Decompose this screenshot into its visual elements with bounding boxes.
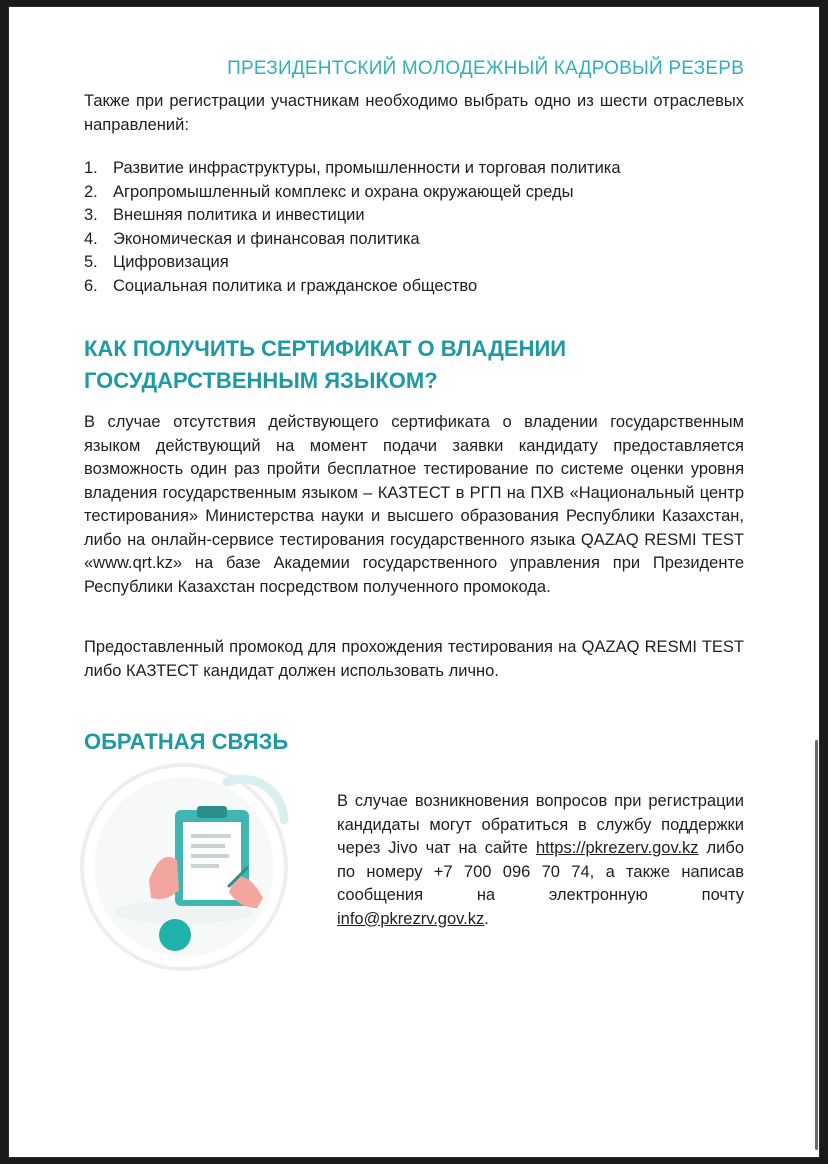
paper-line-shape	[191, 864, 219, 868]
clipboard-illustration-svg	[79, 752, 299, 977]
paper-line-shape	[191, 854, 229, 858]
scrollbar[interactable]	[815, 740, 818, 1150]
list-item-number: 3.	[84, 206, 98, 224]
intro-paragraph: Также при регистрации участникам необходимо выбрать одно из шести отраслевых направлений:	[84, 92, 744, 134]
feedback-text-part2: либо по номеру +7 700 096 70 74, а также написав сообщения на электронную почту	[337, 839, 744, 904]
list-item	[84, 204, 744, 228]
certificate-heading-line2: ГОСУДАРСТВЕННЫМ ЯЗЫКОМ?	[84, 368, 438, 393]
list-item-label: Экономическая и финансовая политика	[113, 229, 420, 248]
list-item-label: Внешняя политика и инвестиции	[113, 206, 365, 224]
list-item	[84, 228, 744, 252]
accent-dot-shape	[159, 919, 191, 951]
certificate-heading-line1: КАК ПОЛУЧИТЬ СЕРТИФИКАТ О ВЛАДЕНИИ	[84, 336, 567, 361]
list-item-number: 2.	[84, 182, 98, 201]
list-item	[84, 275, 744, 299]
list-item-label: Социальная политика и гражданское общество	[113, 276, 478, 295]
document-page	[8, 6, 820, 1158]
list-item-number: 6.	[84, 276, 98, 295]
email-link[interactable]: info@pkrezrv.gov.kz	[337, 909, 485, 928]
certificate-heading	[84, 333, 566, 397]
list-item-label: Развитие инфраструктуры, промышленности и торговая политика	[113, 159, 621, 177]
page-header-title: ПРЕЗИДЕНТСКИЙ МОЛОДЕЖНЫЙ КАДРОВЫЙ РЕЗЕРВ	[227, 58, 744, 79]
paper-line-shape	[191, 834, 231, 838]
certificate-paragraph-2: Предоставленный промокод для прохождения тестирования на QAZAQ RESMI TEST либо КАЗТЕСТ кандидат должен использовать лично.	[84, 638, 744, 680]
site-link[interactable]: https://pkrezerv.gov.kz	[535, 839, 699, 857]
directions-list	[84, 157, 744, 298]
feedback-text-part1: В случае возникновения вопросов при регистрации кандидаты могут обратиться в службу поддержки через Jivo чат на сайте	[337, 792, 744, 857]
feedback-heading: ОБРАТНАЯ СВЯЗЬ	[84, 729, 289, 754]
list-item-number: 4.	[84, 229, 98, 248]
list-item-number: 5.	[84, 253, 98, 271]
list-item-label: Агропромышленный комплекс и охрана окружающей среды	[113, 182, 574, 201]
list-item	[84, 181, 744, 205]
certificate-paragraph-1: В случае отсутствия действующего сертификата о владении государственным языком действующий на момент подачи заявки кандидату предоставляется возможность один раз пройти бесплатное тестирование по системе оценки уровня владения государственным языком – КАЗТЕСТ в РГП на ПХВ «Национальный центр тестирования» Министерства науки и высшего образования Республики Казахстан, либо на онлайн-сервисе тестирования государственного языка QAZAQ RESMI TEST «www.qrt.kz» на базе Академии государственного управления при Президенте Республики Казахстан посредством полученного промокода.	[84, 413, 744, 596]
list-item	[84, 251, 744, 275]
paper-line-shape	[191, 844, 225, 848]
clipboard-document-icon	[79, 752, 299, 977]
list-item-number: 1.	[84, 159, 98, 177]
list-item-label: Цифровизация	[113, 253, 229, 271]
list-item	[84, 157, 744, 181]
feedback-paragraph	[337, 790, 744, 931]
clipboard-clip-shape	[197, 806, 227, 818]
feedback-text-end: .	[484, 909, 489, 928]
